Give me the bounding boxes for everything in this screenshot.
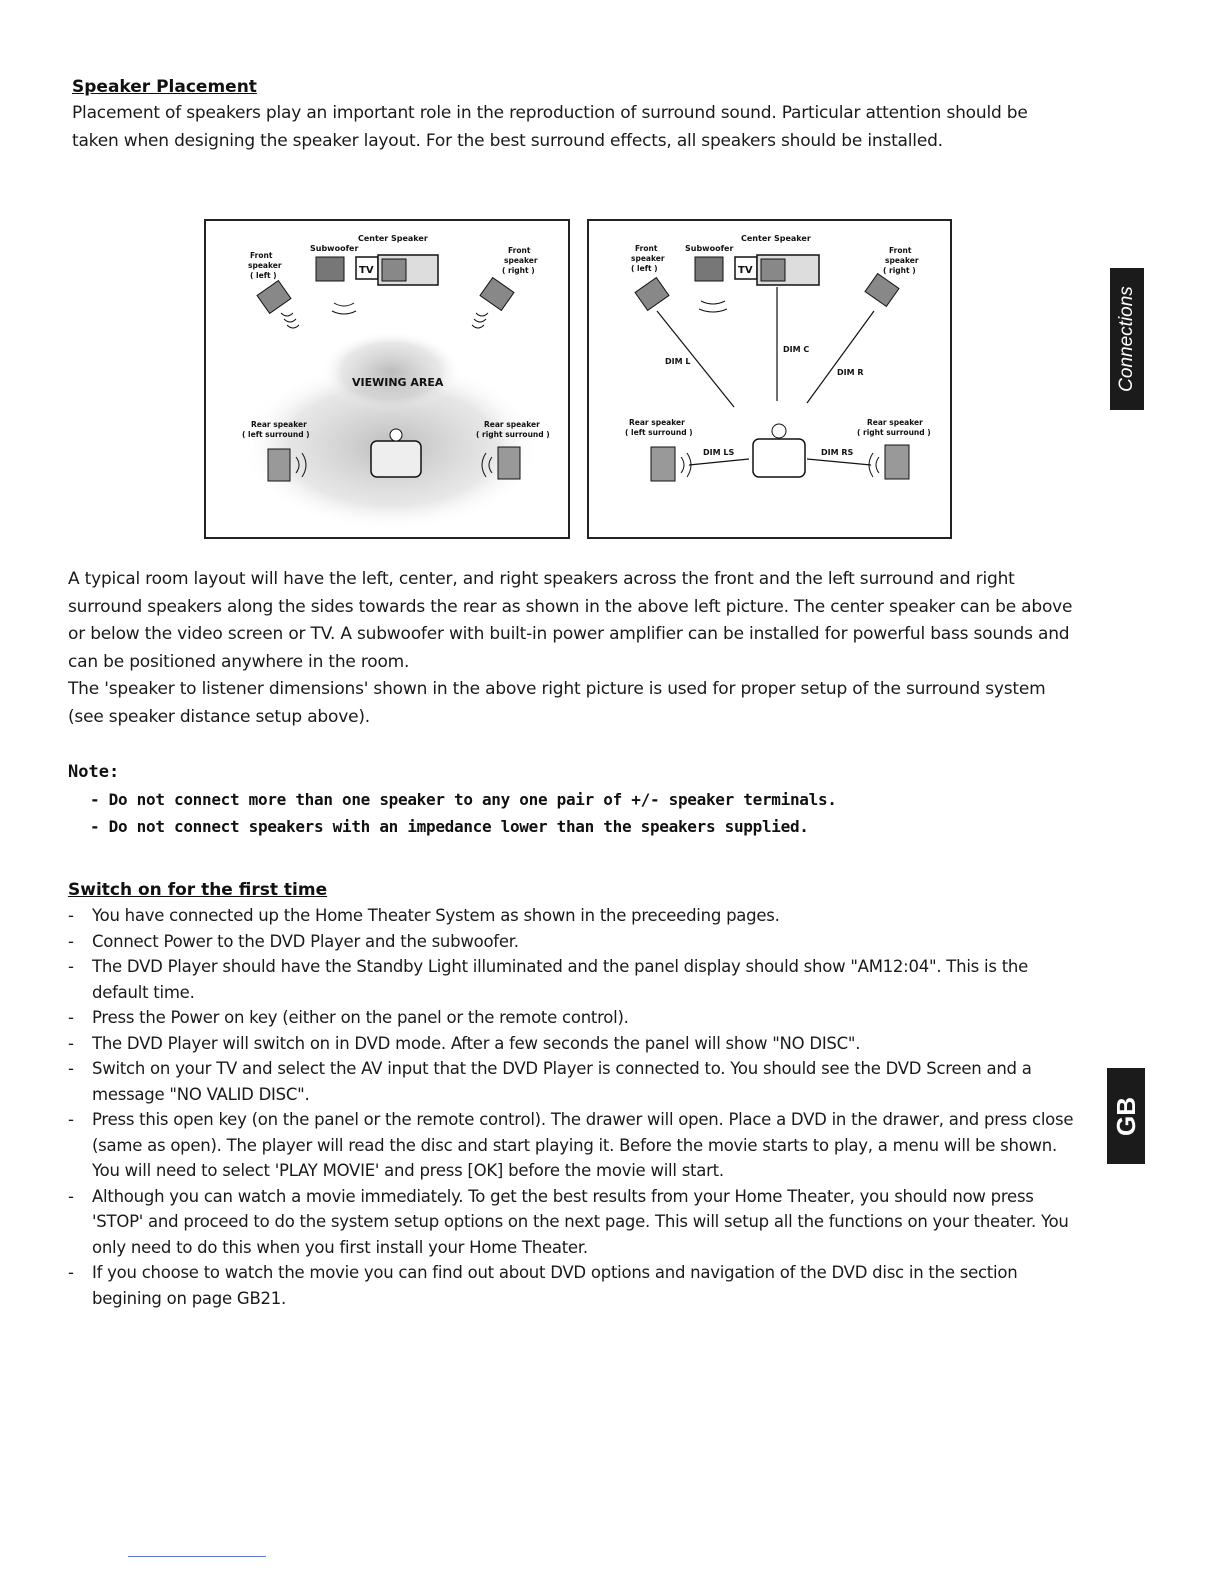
front-right-label-2: speaker: [504, 256, 538, 265]
rear-right-speaker-icon: [885, 445, 909, 479]
center-speaker-label: Center Speaker: [358, 234, 428, 243]
speaker-dimension-diagram: [587, 219, 952, 539]
rear-right-label-1: Rear speaker: [484, 420, 540, 429]
listener-head-icon: [772, 424, 786, 438]
center-speaker-grille-icon: [761, 259, 785, 281]
subwoofer-label: Subwoofer: [685, 244, 734, 253]
front-right-speaker-icon: [480, 278, 514, 311]
list-item: - The DVD Player will switch on in DVD mode. After a few seconds the panel will show "NO DISC".: [68, 1031, 1080, 1057]
speaker-placement-heading: Speaker Placement: [72, 77, 257, 97]
list-item: - Press this open key (on the panel or the remote control). The drawer will open. Place a DVD in the drawer, and press close (same as open). The player will read the disc and start playing it. Before the movie starts to play, a menu will be shown. You will need to select 'PLAY MOVIE' and press [OK] before the movie will start.: [68, 1107, 1080, 1184]
rear-right-label-1: Rear speaker: [867, 418, 923, 427]
dim-r-line: [807, 311, 874, 403]
front-right-label-3: ( right ): [502, 266, 535, 275]
rear-right-speaker-icon: [498, 447, 520, 479]
subwoofer-icon: [316, 257, 344, 281]
tv-label: TV: [359, 265, 374, 276]
listener-chair-icon: [371, 441, 421, 477]
dim-r-label: DIM R: [837, 368, 864, 377]
front-left-label-1: Front: [635, 244, 658, 253]
speaker-placement-intro: Placement of speakers play an important role in the reproduction of surround sound. Particular attention should be taken when designing the speaker layout. For the best surround effects, all speakers should be installed.: [72, 103, 1028, 151]
speaker-dimension-svg: [589, 221, 950, 537]
viewing-area-cone: [321, 331, 461, 411]
front-left-label-3: ( left ): [631, 264, 658, 273]
rear-left-label-1: Rear speaker: [629, 418, 685, 427]
rear-right-label-2: ( right surround ): [857, 428, 931, 437]
footer-divider: [128, 1556, 266, 1557]
list-item: - Switch on your TV and select the AV input that the DVD Player is connected to. You should see the DVD Screen and a message "NO VALID DISC".: [68, 1056, 1080, 1107]
rear-left-label-2: ( left surround ): [242, 430, 310, 439]
list-item: - You have connected up the Home Theater System as shown in the preceeding pages.: [68, 903, 1080, 929]
front-left-label-3: ( left ): [250, 271, 277, 280]
subwoofer-label: Subwoofer: [310, 244, 359, 253]
dimensions-paragraph: The 'speaker to listener dimensions' shown in the above right picture is used for proper setup of the surround system (see speaker distance setup above).: [68, 679, 1046, 727]
listener-chair-icon: [753, 439, 805, 477]
subwoofer-icon: [695, 257, 723, 281]
list-item: - Connect Power to the DVD Player and the subwoofer.: [68, 929, 1080, 955]
speaker-layout-svg: [206, 221, 568, 537]
sound-wave-front-left-icon: [281, 313, 299, 328]
front-right-label-3: ( right ): [883, 266, 916, 275]
list-item: - Although you can watch a movie immediately. To get the best results from your Home Theater, you should now press 'STOP' and proceed to do the system setup options on the next page. This will setup all the functions on your theater. You only need to do this when you first install your Home Theater.: [68, 1184, 1080, 1261]
rear-left-speaker-icon: [268, 449, 290, 481]
connections-tab-label: Connections: [1116, 286, 1137, 392]
sound-wave-front-right-icon: [472, 313, 488, 328]
front-right-label-1: Front: [508, 246, 531, 255]
connections-side-tab: [1110, 268, 1144, 410]
sound-wave-sub-icon: [332, 303, 356, 314]
switch-on-steps: [68, 903, 1080, 1311]
gb-side-tab: [1107, 1068, 1145, 1164]
front-left-speaker-icon: [257, 281, 291, 314]
room-layout-paragraph: A typical room layout will have the left, center, and right speakers across the front and the left surround and right surround speakers along the sides towards the rear as shown in the above left picture. The center speaker can be above or below the video screen or TV. A subwoofer with built-in power amplifier can be installed for powerful bass sounds and can be positioned anywhere in the room.: [68, 569, 1073, 672]
center-speaker-grille-icon: [382, 259, 406, 281]
viewing-area-label: VIEWING AREA: [352, 376, 444, 389]
center-speaker-label: Center Speaker: [741, 234, 811, 243]
rear-left-speaker-icon: [651, 447, 675, 481]
front-left-speaker-icon: [635, 278, 669, 311]
list-item: - If you choose to watch the movie you can find out about DVD options and navigation of the DVD disc in the section begining on page GB21.: [68, 1260, 1080, 1311]
front-right-label-1: Front: [889, 246, 912, 255]
note-item-2: - Do not connect speakers with an impedance lower than the speakers supplied.: [90, 817, 809, 836]
front-left-label-2: speaker: [631, 254, 665, 263]
front-right-speaker-icon: [865, 274, 899, 307]
front-right-label-2: speaker: [885, 256, 919, 265]
rear-right-label-2: ( right surround ): [476, 430, 550, 439]
dim-c-label: DIM C: [783, 345, 810, 354]
dim-ls-line: [689, 459, 749, 465]
rear-left-label-2: ( left surround ): [625, 428, 693, 437]
dim-l-label: DIM L: [665, 357, 691, 366]
dim-rs-label: DIM RS: [821, 448, 854, 457]
listener-head-icon: [390, 429, 402, 441]
rear-left-label-1: Rear speaker: [251, 420, 307, 429]
front-left-label-2: speaker: [248, 261, 282, 270]
tv-label: TV: [738, 265, 753, 276]
front-left-label-1: Front: [250, 251, 273, 260]
speaker-layout-diagram: [204, 219, 570, 539]
switch-on-heading: Switch on for the first time: [68, 880, 328, 900]
note-title: Note:: [68, 762, 120, 782]
list-item: - The DVD Player should have the Standby Light illuminated and the panel display should show "AM12:04". This is the default time.: [68, 954, 1080, 1005]
dim-ls-label: DIM LS: [703, 448, 735, 457]
gb-tab-label: GB: [1110, 1096, 1141, 1136]
list-item: - Press the Power on key (either on the panel or the remote control).: [68, 1005, 1080, 1031]
dim-rs-line: [807, 459, 871, 465]
sound-wave-sub-icon: [699, 301, 727, 312]
note-item-1: - Do not connect more than one speaker to any one pair of +/- speaker terminals.: [90, 790, 837, 809]
